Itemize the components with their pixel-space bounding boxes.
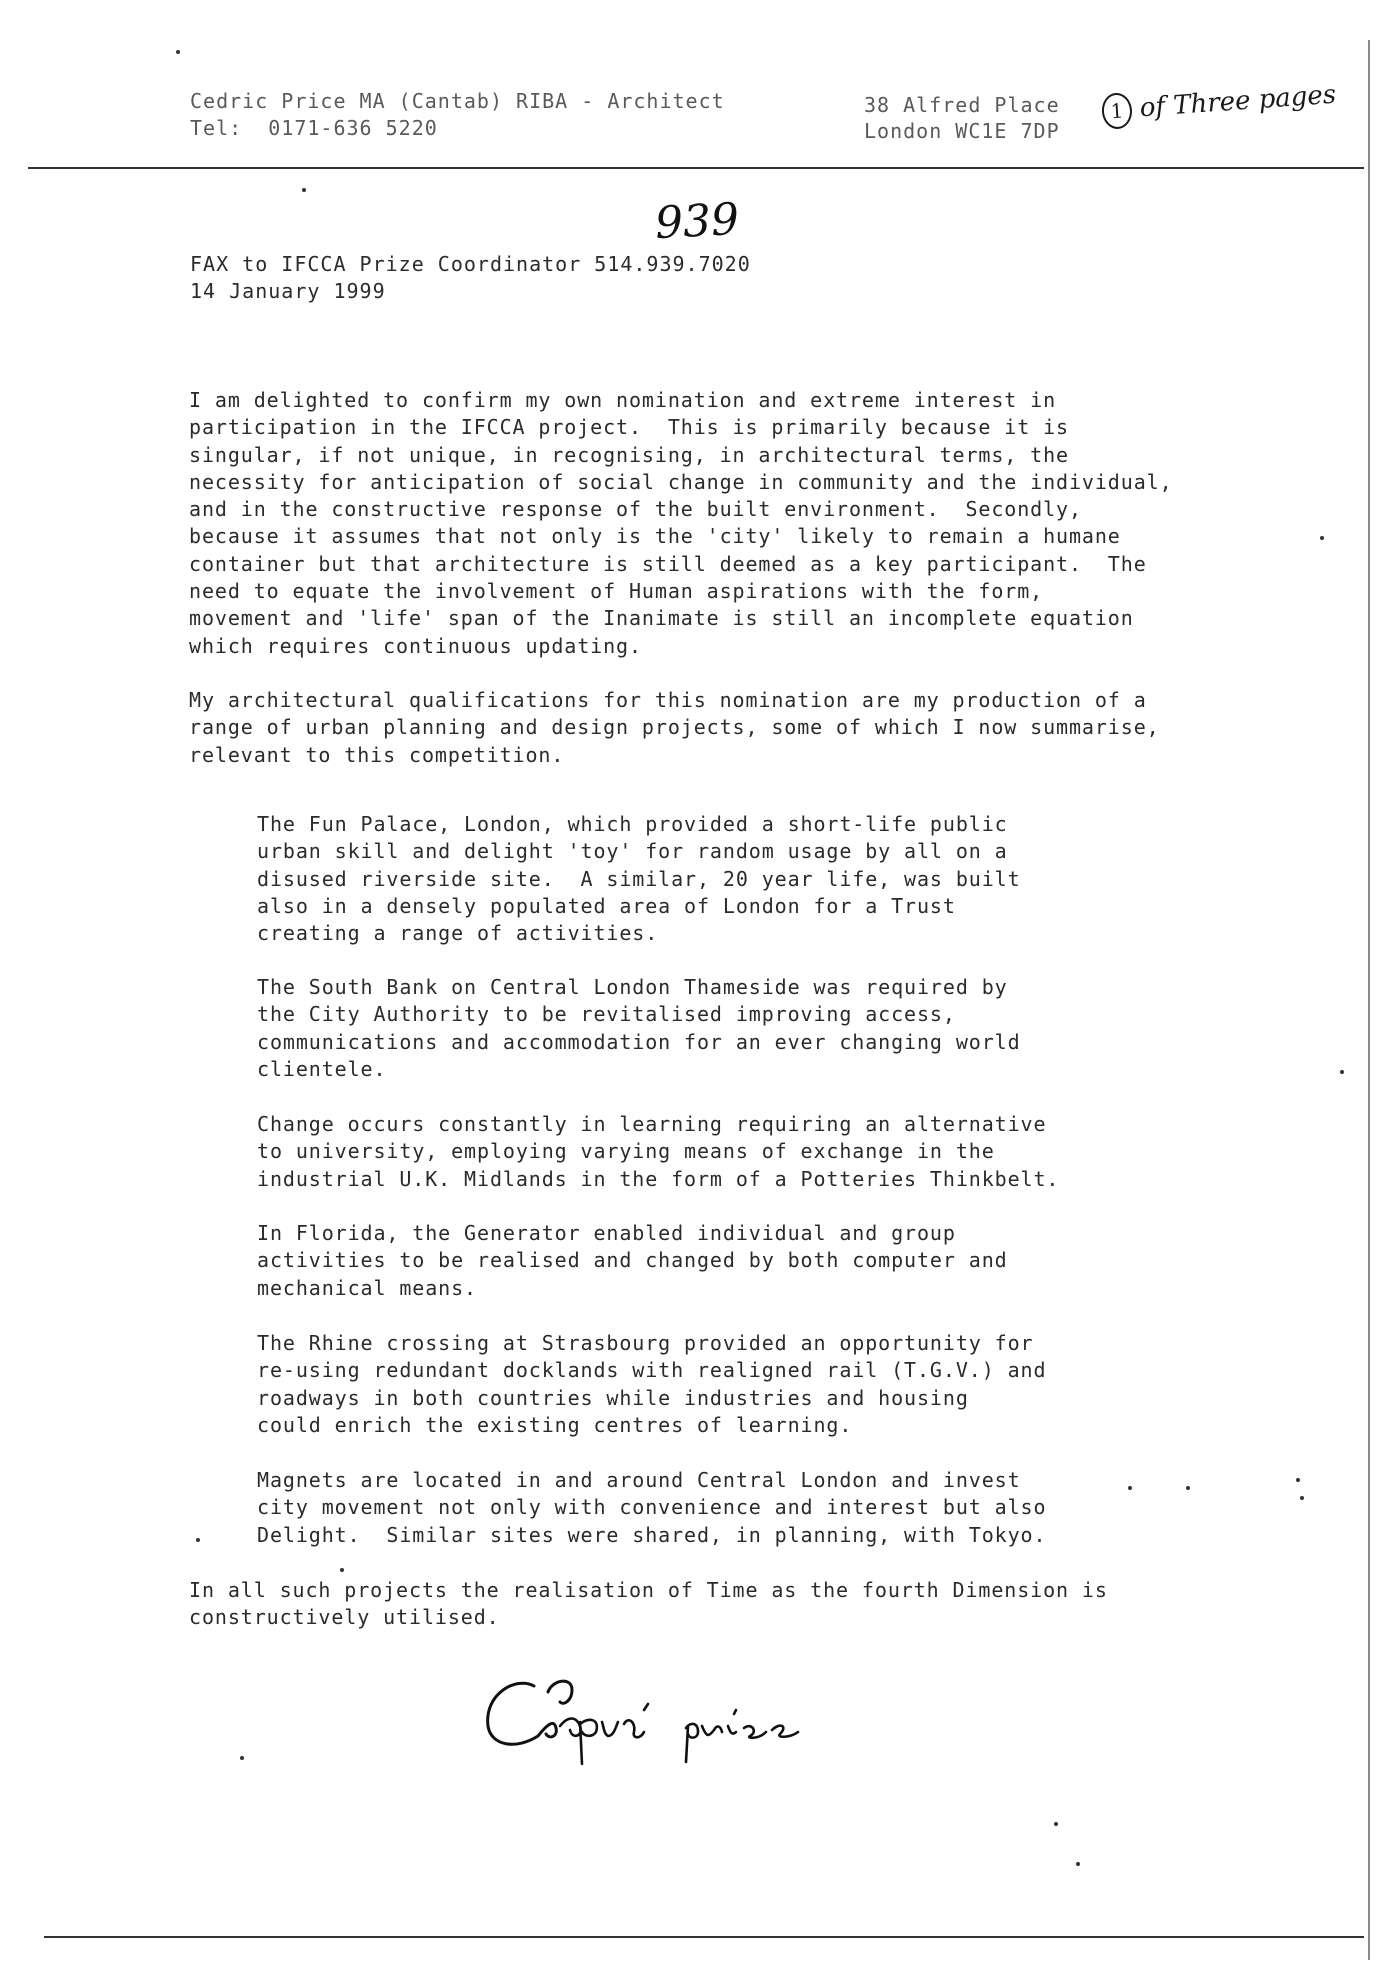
text-line: which requires continuous updating. <box>189 633 642 658</box>
project-potteries-thinkbelt <box>257 1111 1397 1193</box>
text-line: My architectural qualifications for this nomination are my production of a <box>189 688 1147 712</box>
fax-recipient-line: FAX to IFCCA Prize Coordinator 514.939.7020 <box>190 252 751 276</box>
fax-date-line: 14 January 1999 <box>190 279 386 303</box>
scan-speck <box>1076 1862 1080 1866</box>
text-line: to university, employing varying means of exchange in the <box>257 1139 995 1164</box>
scan-speck <box>1320 536 1324 540</box>
scan-speck <box>176 50 180 54</box>
handwritten-page-number: 1 <box>1101 92 1133 130</box>
text-line: In all such projects the realisation of Time as the fourth Dimension is <box>189 1578 1108 1602</box>
text-line: range of urban planning and design projects, some of which I now summarise, <box>189 715 1160 740</box>
letterhead-divider <box>28 167 1364 169</box>
text-line: because it assumes that not only is the 'city' likely to remain a humane <box>189 524 1121 549</box>
footer-divider <box>44 1936 1364 1938</box>
text-line: participation in the IFCCA project. This is primarily because it is <box>189 415 1069 440</box>
letterhead-name: Cedric Price MA (Cantab) RIBA - Architect <box>190 89 725 113</box>
text-line: movement and 'life' span of the Inanimate is still an incomplete equation <box>189 606 1134 631</box>
scan-speck <box>340 1568 344 1572</box>
text-line: industrial U.K. Midlands in the form of a Potteries Thinkbelt. <box>257 1166 1060 1191</box>
text-line: clientele. <box>257 1056 387 1081</box>
text-line: container but that architecture is still deemed as a key participant. The <box>189 551 1147 576</box>
closing-paragraph <box>189 1577 1329 1632</box>
scan-speck <box>1054 1822 1058 1826</box>
project-south-bank <box>257 974 1397 1083</box>
text-line: relevant to this competition. <box>189 742 565 767</box>
scan-speck <box>1296 1478 1300 1482</box>
text-line: The Rhine crossing at Strasbourg provided an opportunity for <box>257 1331 1034 1355</box>
text-line: urban skill and delight 'toy' for random usage by all on a <box>257 839 1008 864</box>
text-line: activities to be realised and changed by both computer and <box>257 1248 1008 1273</box>
text-line: need to equate the involvement of Human aspirations with the form, <box>189 579 1044 604</box>
handwritten-page-note-text: of Three pages <box>1138 79 1338 124</box>
text-line: Change occurs constantly in learning requiring an alternative <box>257 1112 1047 1136</box>
scan-speck <box>302 188 306 192</box>
scan-speck <box>1340 1070 1344 1074</box>
letterhead-tel: Tel: 0171-636 5220 <box>190 116 438 140</box>
text-line: Magnets are located in and around Central London and invest <box>257 1468 1021 1492</box>
fax-header <box>190 251 751 305</box>
scan-speck <box>1186 1486 1190 1490</box>
letterhead-address <box>864 92 1060 144</box>
text-line: disused riverside site. A similar, 20 year life, was built <box>257 866 1021 891</box>
text-line: The Fun Palace, London, which provided a short-life public <box>257 812 1008 836</box>
text-line: I am delighted to confirm my own nomination and extreme interest in <box>189 388 1057 412</box>
project-rhine-crossing <box>257 1330 1397 1439</box>
text-line: Delight. Similar sites were shared, in planning, with Tokyo. <box>257 1522 1047 1547</box>
text-line: singular, if not unique, in recognising, in architectural terms, the <box>189 442 1069 467</box>
text-line: In Florida, the Generator enabled individual and group <box>257 1221 956 1245</box>
scan-speck <box>1300 1496 1304 1500</box>
text-line: re-using redundant docklands with realigned rail (T.G.V.) and <box>257 1358 1047 1383</box>
project-magnets <box>257 1467 1397 1549</box>
scan-speck <box>240 1756 244 1760</box>
text-line: also in a densely populated area of London for a Trust <box>257 893 956 918</box>
address-line-1: 38 Alfred Place <box>864 93 1060 117</box>
project-generator <box>257 1220 1397 1302</box>
project-fun-palace <box>257 811 1397 947</box>
handwritten-page-note <box>1101 78 1338 130</box>
address-line-2: London WC1E 7DP <box>864 119 1060 143</box>
body-paragraph-1 <box>189 387 1329 660</box>
text-line: The South Bank on Central London Thameside was required by <box>257 975 1008 999</box>
handwritten-signature <box>476 1666 836 1766</box>
text-line: roadways in both countries while industries and housing <box>257 1385 969 1410</box>
text-line: necessity for anticipation of social change in community and the individual, <box>189 469 1173 494</box>
text-line: mechanical means. <box>257 1275 477 1300</box>
text-line: city movement not only with convenience and interest but also <box>257 1495 1047 1520</box>
text-line: communications and accommodation for an ever changing world <box>257 1029 1021 1054</box>
body-paragraph-2 <box>189 687 1329 769</box>
text-line: and in the constructive response of the built environment. Secondly, <box>189 497 1082 522</box>
letterhead <box>190 88 725 142</box>
text-line: the City Authority to be revitalised improving access, <box>257 1002 956 1027</box>
handwritten-fax-number-note: 939 <box>653 193 741 250</box>
scan-speck <box>1128 1486 1132 1490</box>
text-line: constructively utilised. <box>189 1605 500 1630</box>
text-line: creating a range of activities. <box>257 921 659 946</box>
scan-speck <box>196 1538 200 1542</box>
text-line: could enrich the existing centres of learning. <box>257 1412 853 1437</box>
